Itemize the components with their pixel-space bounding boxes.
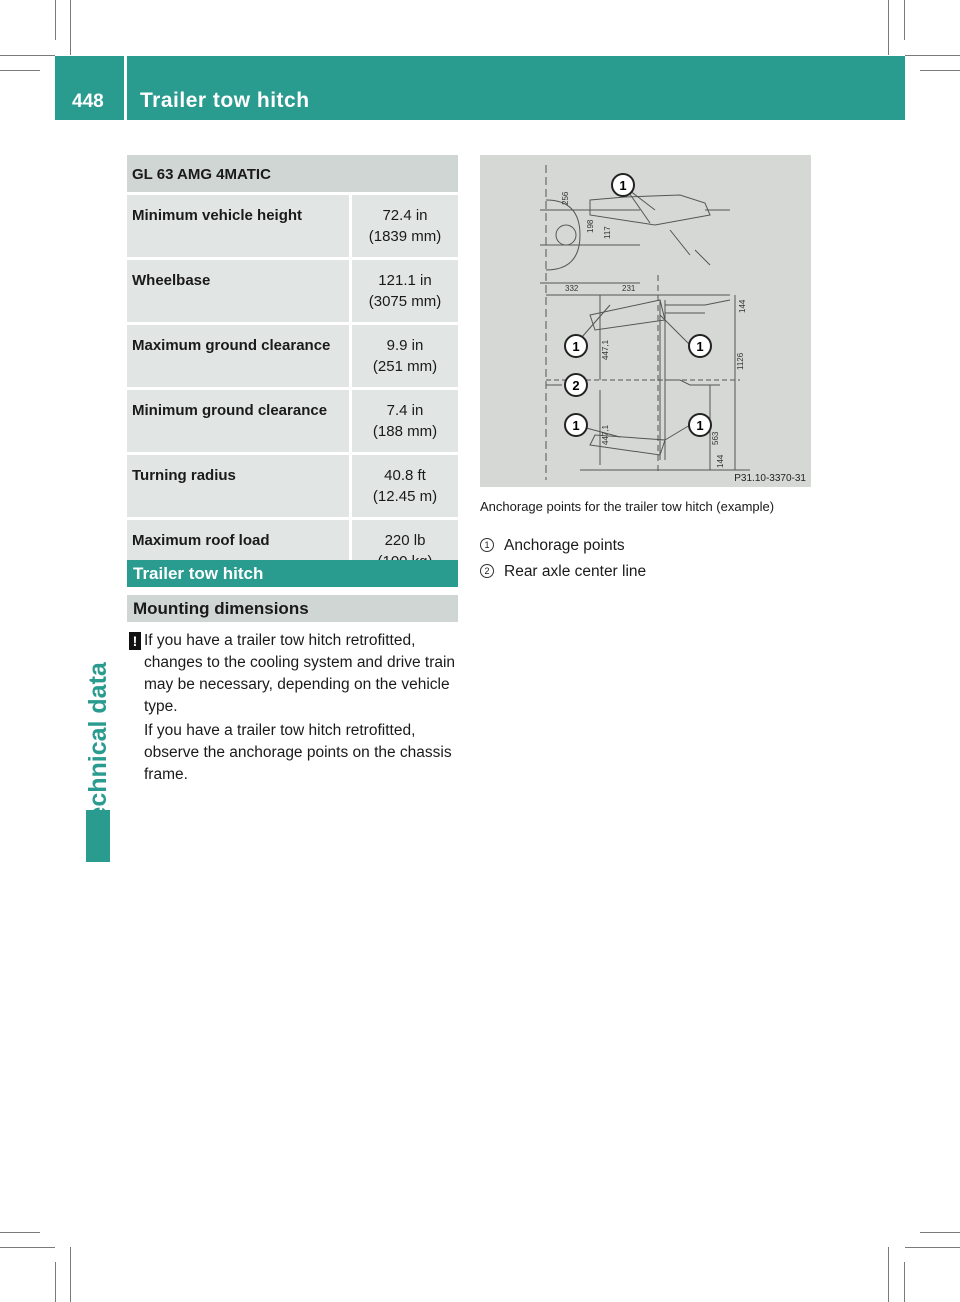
value-metric: (12.45 m) bbox=[372, 488, 438, 505]
legend-text: Anchorage points bbox=[504, 537, 625, 554]
crop-mark bbox=[55, 1262, 56, 1302]
row-label: Maximum roof load bbox=[127, 519, 351, 583]
dimension-label: 144 bbox=[738, 299, 747, 313]
spec-table-title: GL 63 AMG 4MATIC bbox=[127, 155, 458, 194]
row-value bbox=[351, 194, 459, 259]
row-value bbox=[351, 454, 459, 519]
header-separator bbox=[124, 56, 127, 120]
crop-mark bbox=[888, 0, 889, 55]
anchorage-diagram bbox=[480, 155, 811, 487]
dimension-label: 447,1 bbox=[601, 424, 610, 445]
page-number: 448 bbox=[72, 91, 104, 112]
row-value bbox=[351, 259, 459, 324]
table-row bbox=[127, 259, 458, 324]
dimension-label: 144 bbox=[716, 454, 725, 468]
diagram-svg bbox=[480, 155, 811, 487]
section-title: Trailer tow hitch bbox=[127, 560, 458, 587]
warning-icon: ! bbox=[129, 632, 141, 650]
callout-1: 1 bbox=[572, 418, 580, 433]
row-label: Maximum ground clearance bbox=[127, 324, 351, 389]
callout-2: 2 bbox=[572, 378, 580, 393]
chapter-side-label: Technical data bbox=[84, 662, 112, 834]
body-paragraph: If you have a trailer tow hitch retrofitted, observe the anchorage points on the chassis frame. bbox=[144, 722, 452, 783]
table-row bbox=[127, 194, 458, 259]
dimension-label: 1126 bbox=[736, 352, 745, 370]
callout-1: 1 bbox=[696, 418, 704, 433]
row-value bbox=[351, 389, 459, 454]
spec-table bbox=[127, 155, 458, 582]
table-row bbox=[127, 454, 458, 519]
row-label: Minimum ground clearance bbox=[127, 389, 351, 454]
crop-mark bbox=[920, 1232, 960, 1233]
subsection-title: Mounting dimensions bbox=[127, 595, 458, 622]
page-title: Trailer tow hitch bbox=[140, 89, 310, 112]
crop-mark bbox=[0, 70, 40, 71]
figure-caption: Anchorage points for the trailer tow hitch (example) bbox=[480, 499, 775, 514]
crop-mark bbox=[70, 0, 71, 55]
legend-item bbox=[480, 537, 625, 555]
value-imperial: 40.8 ft bbox=[384, 467, 426, 484]
legend-number-circle: 2 bbox=[480, 564, 494, 578]
legend-text: Rear axle center line bbox=[504, 563, 647, 580]
figure-code: P31.10-3370-31 bbox=[734, 473, 806, 484]
crop-mark bbox=[904, 1262, 905, 1302]
value-imperial: 7.4 in bbox=[386, 402, 424, 419]
value-metric: (188 mm) bbox=[372, 423, 438, 440]
value-metric: (1839 mm) bbox=[368, 228, 442, 245]
crop-mark bbox=[888, 1247, 889, 1302]
row-label: Wheelbase bbox=[127, 259, 351, 324]
dimension-label: 231 bbox=[622, 284, 636, 293]
value-imperial: 9.9 in bbox=[386, 337, 424, 354]
dimension-label: 447,1 bbox=[601, 339, 610, 360]
crop-mark bbox=[55, 0, 56, 40]
crop-mark bbox=[0, 1247, 55, 1248]
dimension-label: 256 bbox=[561, 191, 570, 205]
row-label: Turning radius bbox=[127, 454, 351, 519]
dimension-label: 332 bbox=[565, 284, 579, 293]
crop-mark bbox=[70, 1247, 71, 1302]
crop-mark bbox=[905, 55, 960, 56]
legend-item bbox=[480, 563, 646, 581]
dimension-label: 563 bbox=[711, 431, 720, 445]
row-label: Minimum vehicle height bbox=[127, 194, 351, 259]
value-imperial: 72.4 in bbox=[382, 207, 428, 224]
row-value bbox=[351, 324, 459, 389]
crop-mark bbox=[920, 70, 960, 71]
value-metric: (3075 mm) bbox=[368, 293, 442, 310]
legend-number-circle: 1 bbox=[480, 538, 494, 552]
dimension-label: 198 bbox=[586, 219, 595, 233]
callout-1: 1 bbox=[696, 339, 704, 354]
callout-1: 1 bbox=[619, 178, 627, 193]
value-imperial: 220 lb bbox=[384, 532, 426, 549]
value-metric: (251 mm) bbox=[372, 358, 438, 375]
table-row bbox=[127, 324, 458, 389]
crop-mark bbox=[0, 55, 55, 56]
crop-mark bbox=[904, 0, 905, 40]
dimension-label: 117 bbox=[603, 226, 612, 239]
callout-1: 1 bbox=[572, 339, 580, 354]
warning-paragraph: If you have a trailer tow hitch retrofitted, changes to the cooling system and drive train may be necessary, depending on the vehicle type. bbox=[144, 632, 456, 715]
table-row bbox=[127, 389, 458, 454]
crop-mark bbox=[0, 1232, 40, 1233]
crop-mark bbox=[905, 1247, 960, 1248]
value-imperial: 121.1 in bbox=[378, 272, 432, 289]
